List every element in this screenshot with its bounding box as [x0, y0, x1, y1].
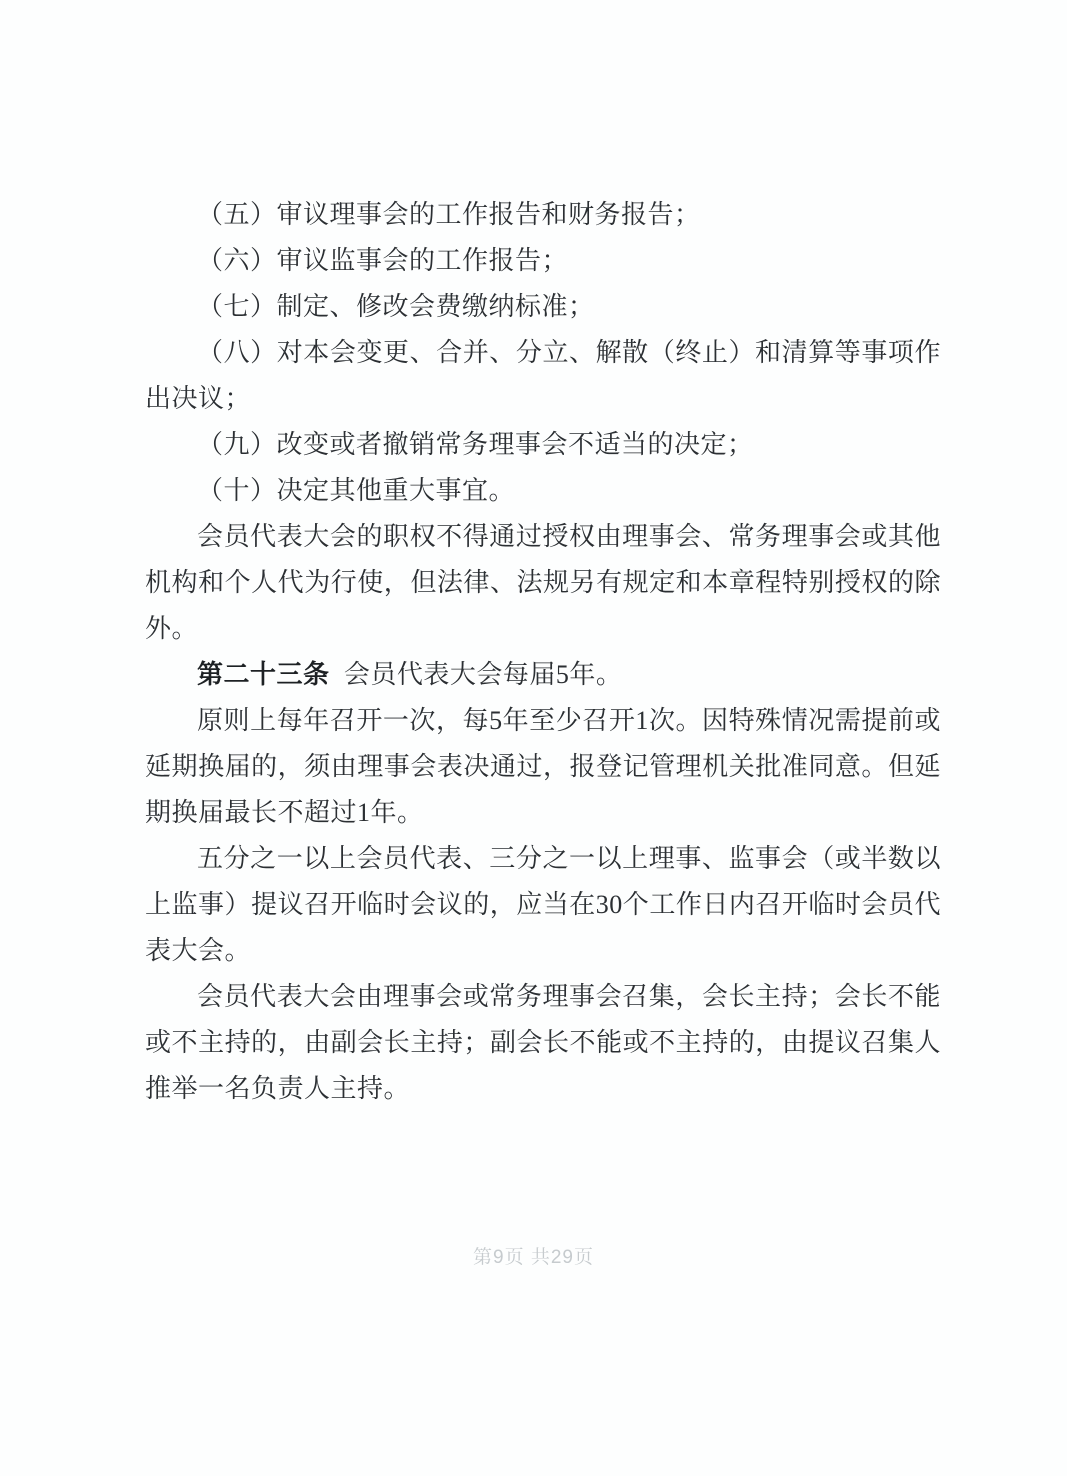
clause-item-7: （七）制定、修改会费缴纳标准；	[197, 292, 595, 321]
article-23-label: 第二十三条	[197, 660, 330, 689]
page-footer	[0, 1242, 1067, 1269]
clause-item-5: （五）审议理事会的工作报告和财务报告；	[197, 200, 701, 229]
paragraph-interim-meeting: 五分之一以上会员代表、三分之一以上理事、监事会（或半数以上监事）提议召开临时会议的，应当在30个工作日内召开临时会员代表大会。	[145, 844, 941, 965]
page-indicator: 第9页 共29页	[473, 1247, 594, 1268]
document-body	[145, 192, 941, 1112]
paragraph-chairing: 会员代表大会由理事会或常务理事会召集，会长主持；会长不能或不主持的，由副会长主持；副会长不能或不主持的，由提议召集人推举一名负责人主持。	[145, 982, 941, 1103]
article-23-heading	[145, 652, 941, 698]
clause-item-10: （十）决定其他重大事宜。	[197, 476, 516, 505]
clause-item-9: （九）改变或者撤销常务理事会不适当的决定；	[197, 430, 754, 459]
clause-item-6: （六）审议监事会的工作报告；	[197, 246, 569, 275]
paragraph-term: 原则上每年召开一次，每5年至少召开1次。因特殊情况需提前或延期换届的，须由理事会表决通过，报登记管理机关批准同意。但延期换届最长不超过1年。	[145, 706, 941, 827]
clause-item-8: （八）对本会变更、合并、分立、解散（终止）和清算等事项作出决议；	[145, 338, 941, 413]
paragraph-authority: 会员代表大会的职权不得通过授权由理事会、常务理事会或其他机构和个人代为行使，但法律、法规另有规定和本章程特别授权的除外。	[145, 522, 941, 643]
article-23-intro: 会员代表大会每届5年。	[343, 660, 623, 689]
